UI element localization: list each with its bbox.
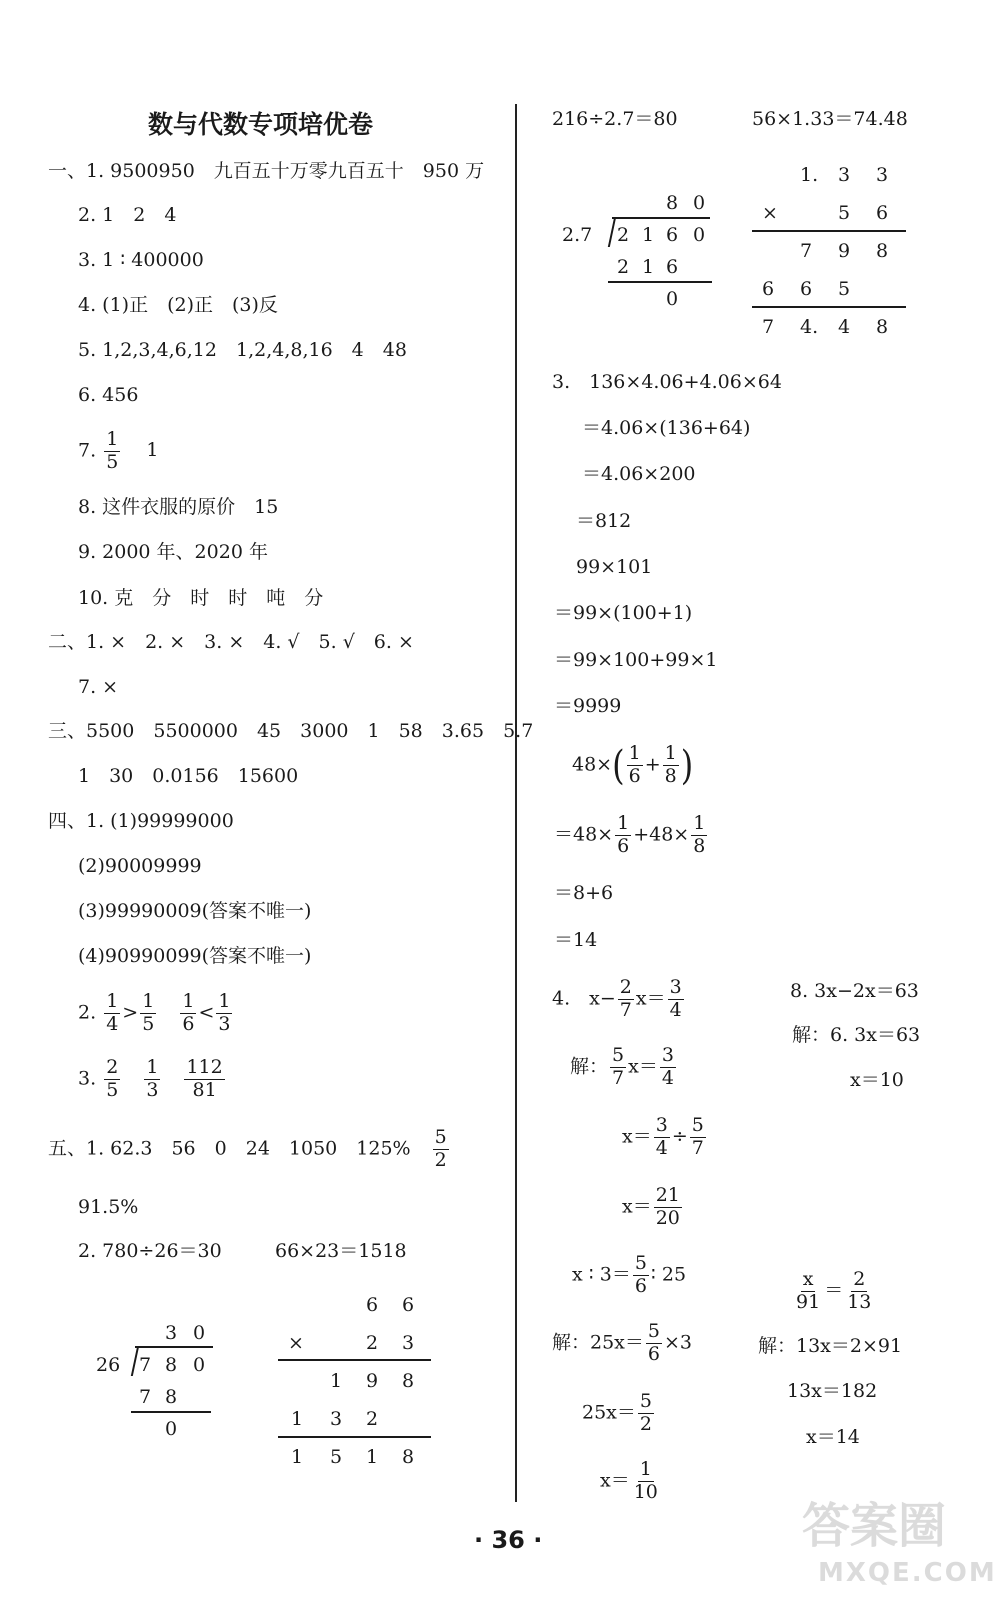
page-title: 数与代数专项培优卷: [148, 110, 374, 139]
denominator: 13: [847, 1290, 872, 1313]
digit: 6: [876, 202, 889, 224]
numerator: 1: [639, 1458, 652, 1480]
fraction: [140, 992, 156, 1035]
expr-prefix: 4. x−: [552, 987, 616, 1010]
fraction: [794, 1270, 822, 1313]
digit: 8: [165, 1354, 178, 1376]
denominator: 4: [661, 1066, 674, 1089]
s4-q3-label: 3.: [78, 1067, 97, 1090]
digit: 3: [165, 1322, 178, 1344]
s3-line2: 1 30 0.0156 15600: [78, 765, 299, 787]
numerator: 2: [106, 1056, 119, 1078]
numerator: x: [802, 1268, 814, 1290]
digit: 1: [366, 1446, 379, 1468]
numerator: 3: [669, 976, 682, 998]
numerator: 21: [655, 1184, 680, 1206]
denominator: 8: [664, 764, 677, 787]
digit: 2: [617, 256, 630, 278]
digit: 4: [838, 316, 851, 338]
digit: 0: [693, 224, 706, 246]
s2-line2: 7. ×: [78, 676, 119, 698]
denominator: 20: [655, 1206, 680, 1229]
r5-l3: 13x＝182: [787, 1380, 878, 1402]
s4-q2: [78, 992, 234, 1035]
divisor: 2.7: [562, 224, 593, 246]
digit: 1.: [800, 164, 819, 186]
digit: 0: [193, 1322, 206, 1344]
r-q3-l10: [554, 814, 709, 857]
numerator: 5: [612, 1044, 625, 1066]
division-bar: [612, 217, 710, 219]
digit: 1: [642, 256, 655, 278]
s1-q7-label: 7.: [78, 439, 97, 462]
s1-q2: 2. 1 2 4: [78, 204, 177, 226]
division-bracket: [608, 217, 616, 247]
expr-prefix: x＝: [600, 1469, 630, 1492]
r-q3-l8: ＝9999: [554, 695, 622, 717]
s5-q1-line2: 91.5%: [78, 1196, 139, 1218]
denominator: 5: [106, 1078, 119, 1101]
digit: 5: [838, 202, 851, 224]
denominator: 6: [617, 834, 630, 857]
subtraction-line: [608, 281, 712, 283]
digit: 1: [291, 1408, 304, 1430]
digit: 6: [800, 278, 813, 300]
numerator: 1: [218, 990, 231, 1012]
denominator: 5: [142, 1012, 155, 1035]
s1-q7-tail: 1: [146, 439, 159, 462]
digit: 6: [666, 256, 679, 278]
r-q5-l2: [552, 1322, 692, 1365]
r-q4-l1: [552, 978, 686, 1021]
denominator: 7: [691, 1136, 704, 1159]
digit: 8: [165, 1386, 178, 1408]
s5-q2-eq1: 2. 780÷26＝30: [78, 1240, 222, 1262]
fraction: [627, 744, 643, 787]
remainder: 0: [165, 1418, 178, 1440]
numerator: 3: [661, 1044, 674, 1066]
denominator: 6: [182, 1012, 195, 1035]
digit: 7: [139, 1354, 152, 1376]
denominator: 4: [669, 998, 682, 1021]
digit: 1: [330, 1370, 343, 1392]
fraction: [663, 744, 679, 787]
fraction: [184, 1058, 224, 1101]
r-q4-l3: [622, 1116, 708, 1159]
r-q5-l1: [572, 1254, 686, 1297]
sum-line: [278, 1436, 431, 1438]
product-line: [278, 1359, 431, 1361]
numerator: 2: [619, 976, 632, 998]
denominator: 4: [655, 1136, 668, 1159]
divisor: 26: [96, 1354, 121, 1376]
numerator: 1: [664, 742, 677, 764]
r4-l1: 8. 3x−2x＝63: [790, 980, 919, 1002]
denominator: 2: [639, 1412, 652, 1435]
operator: ×: [288, 1332, 304, 1354]
numerator: 1: [693, 812, 706, 834]
s5-q1-values: 五、1. 62.3 56 0 24 1050 125%: [48, 1137, 411, 1160]
product-line: [752, 230, 906, 232]
expr-prefix: ＝48×: [554, 823, 614, 846]
fraction: [845, 1270, 873, 1313]
numerator: 3: [655, 1114, 668, 1136]
digit: 2: [366, 1332, 379, 1354]
digit: 4.: [800, 316, 819, 338]
expr-prefix: 48×: [572, 753, 613, 776]
digit: 9: [838, 240, 851, 262]
fraction: [615, 814, 631, 857]
denominator: 3: [218, 1012, 231, 1035]
expr-middle: x＝: [635, 987, 666, 1010]
s1-q3: 3. 1 ∶ 400000: [78, 249, 204, 271]
remainder: 0: [666, 288, 679, 310]
numerator: 5: [434, 1126, 447, 1148]
left-paren: (: [612, 741, 625, 790]
denominator: 7: [612, 1066, 625, 1089]
operator: <: [198, 1001, 215, 1024]
denominator: 81: [192, 1078, 217, 1101]
s4-q2-label: 2.: [78, 1001, 97, 1024]
expr-middle: +48×: [633, 823, 690, 846]
denominator: 10: [633, 1480, 658, 1503]
numerator: 1: [628, 742, 641, 764]
r-q3-l5: 99×101: [576, 556, 653, 578]
r-q3-l4: ＝812: [576, 510, 632, 532]
r5-l1: [792, 1270, 875, 1313]
digit: 7: [800, 240, 813, 262]
denominator: 7: [619, 998, 632, 1021]
denominator: 6: [628, 764, 641, 787]
sum-line: [752, 306, 906, 308]
r4-l3: x＝10: [850, 1069, 904, 1091]
expr-prefix: 解：: [570, 1055, 609, 1078]
numerator: 5: [647, 1320, 660, 1342]
digit: 7: [762, 316, 775, 338]
digit: 8: [876, 240, 889, 262]
expr-prefix: 25x＝: [582, 1401, 636, 1424]
numerator: 112: [186, 1056, 223, 1078]
digit: 9: [366, 1370, 379, 1392]
numerator: 1: [106, 990, 119, 1012]
expr-suffix: ×3: [664, 1331, 693, 1354]
s1-q9: 9. 2000 年、2020 年: [78, 541, 268, 563]
numerator: 1: [146, 1056, 159, 1078]
s1-q4: 4. (1)正 (2)正 (3)反: [78, 294, 278, 316]
r-eq-a: 216÷2.7＝80: [552, 108, 678, 130]
digit: 3: [330, 1408, 343, 1430]
r-q3-l2: ＝4.06×(136+64): [582, 417, 751, 439]
r-q4-l4: [622, 1186, 684, 1229]
r-eq-b: 56×1.33＝74.48: [752, 108, 908, 130]
denominator: 5: [106, 450, 119, 473]
digit: 3: [838, 164, 851, 186]
s4-q1d: (4)90990099(答案不唯一): [78, 945, 312, 967]
digit: 3: [876, 164, 889, 186]
denominator: 2: [434, 1148, 447, 1171]
denominator: 6: [634, 1274, 647, 1297]
fraction: [433, 1128, 449, 1171]
fraction: [690, 1116, 706, 1159]
r-q3-l7: ＝99×100+99×1: [554, 649, 718, 671]
digit: 6: [402, 1294, 415, 1316]
fraction: [144, 1058, 160, 1101]
r-q3-l11: ＝8+6: [554, 882, 614, 904]
s1-q10: 10. 克 分 时 时 吨 分: [78, 587, 324, 609]
s4-q1b: (2)90009999: [78, 855, 202, 877]
digit: 0: [693, 192, 706, 214]
digit: 1: [642, 224, 655, 246]
right-paren: ): [680, 741, 694, 790]
s3-line1: 三、5500 5500000 45 3000 1 58 3.65 5.7: [48, 720, 534, 742]
numerator: 2: [853, 1268, 866, 1290]
s4-q3: [78, 1058, 227, 1101]
r-q3-l3: ＝4.06×200: [582, 463, 696, 485]
watermark-logo: 答案圈: [802, 1498, 947, 1554]
fraction: [654, 1116, 670, 1159]
division-bar: [135, 1346, 213, 1348]
expr-middle: x＝: [628, 1055, 658, 1078]
fraction: [632, 1460, 660, 1503]
digit: 5: [838, 278, 851, 300]
s2-line1: 二、1. × 2. × 3. × 4. √ 5. √ 6. ×: [48, 631, 414, 653]
r-q5-l3: [582, 1392, 656, 1435]
fraction: [646, 1322, 662, 1365]
column-divider: [515, 104, 517, 1502]
expr-prefix: x＝: [622, 1195, 652, 1218]
operator: ÷: [671, 1125, 688, 1148]
fraction: [104, 992, 120, 1035]
s1-q8: 8. 这件衣服的原价 15: [78, 496, 279, 518]
operator: >: [122, 1001, 139, 1024]
digit: 8: [876, 316, 889, 338]
s4-q1c: (3)99990009(答案不唯一): [78, 900, 312, 922]
digit: 8: [666, 192, 679, 214]
r5-l2: 解：13x＝2×91: [758, 1335, 903, 1357]
numerator: 1: [142, 990, 155, 1012]
numerator: 1: [106, 428, 119, 450]
denominator: 3: [146, 1078, 159, 1101]
expr-suffix: ∶ 25: [650, 1263, 687, 1286]
fraction: [618, 978, 634, 1021]
digit: 1: [291, 1446, 304, 1468]
r-q4-l2: [570, 1046, 678, 1089]
digit: 5: [330, 1446, 343, 1468]
s1-q1: 一、1. 9500950 九百五十万零九百五十 950 万: [48, 160, 485, 182]
fraction: [610, 1046, 626, 1089]
numerator: 5: [634, 1252, 647, 1274]
s1-q7: [78, 430, 158, 473]
operator: +: [644, 753, 661, 776]
denominator: 8: [693, 834, 706, 857]
s5-q1: [48, 1128, 451, 1171]
r5-l4: x＝14: [806, 1426, 860, 1448]
equals: ＝: [824, 1279, 844, 1302]
s1-q6: 6. 456: [78, 384, 139, 406]
digit: 8: [402, 1446, 415, 1468]
digit: 7: [139, 1386, 152, 1408]
fraction: [180, 992, 196, 1035]
r-q3-l6: ＝99×(100+1): [554, 602, 693, 624]
expr-prefix: 解：25x＝: [552, 1331, 644, 1354]
numerator: 5: [639, 1390, 652, 1412]
fraction: [660, 1046, 676, 1089]
digit: 6: [366, 1294, 379, 1316]
operator: ×: [762, 202, 778, 224]
fraction: [668, 978, 684, 1021]
numerator: 1: [182, 990, 195, 1012]
fraction: [638, 1392, 654, 1435]
r-q5-l4: [600, 1460, 662, 1503]
s4-q1a: 四、1. (1)99999000: [48, 810, 234, 832]
fraction: [104, 430, 120, 473]
s5-q2-eq2: 66×23＝1518: [275, 1240, 407, 1262]
r-q3-l12: ＝14: [554, 929, 598, 951]
division-bracket: [131, 1346, 139, 1376]
watermark-url: MXQE.COM: [818, 1558, 997, 1588]
s1-q5: 5. 1,2,3,4,6,12 1,2,4,8,16 4 48: [78, 339, 407, 361]
fraction: [216, 992, 232, 1035]
digit: 6: [762, 278, 775, 300]
fraction: [633, 1254, 649, 1297]
fraction: [654, 1186, 682, 1229]
denominator: 6: [647, 1342, 660, 1365]
page-number: · 36 ·: [474, 1526, 543, 1554]
digit: 3: [402, 1332, 415, 1354]
r4-l2: 解：6. 3x＝63: [792, 1024, 921, 1046]
fraction: [104, 1058, 120, 1101]
denominator: 91: [796, 1290, 821, 1313]
r-q3-l9: [572, 741, 694, 790]
fraction: [691, 814, 707, 857]
numerator: 1: [617, 812, 630, 834]
expr-prefix: x＝: [622, 1125, 652, 1148]
digit: 6: [666, 224, 679, 246]
digit: 0: [193, 1354, 206, 1376]
numerator: 5: [691, 1114, 704, 1136]
digit: 2: [366, 1408, 379, 1430]
r-q3-l1: 3. 136×4.06+4.06×64: [552, 371, 782, 393]
digit: 8: [402, 1370, 415, 1392]
subtraction-line: [131, 1411, 211, 1413]
digit: 2: [617, 224, 630, 246]
denominator: 4: [106, 1012, 119, 1035]
expr-prefix: x ∶ 3＝: [572, 1263, 631, 1286]
